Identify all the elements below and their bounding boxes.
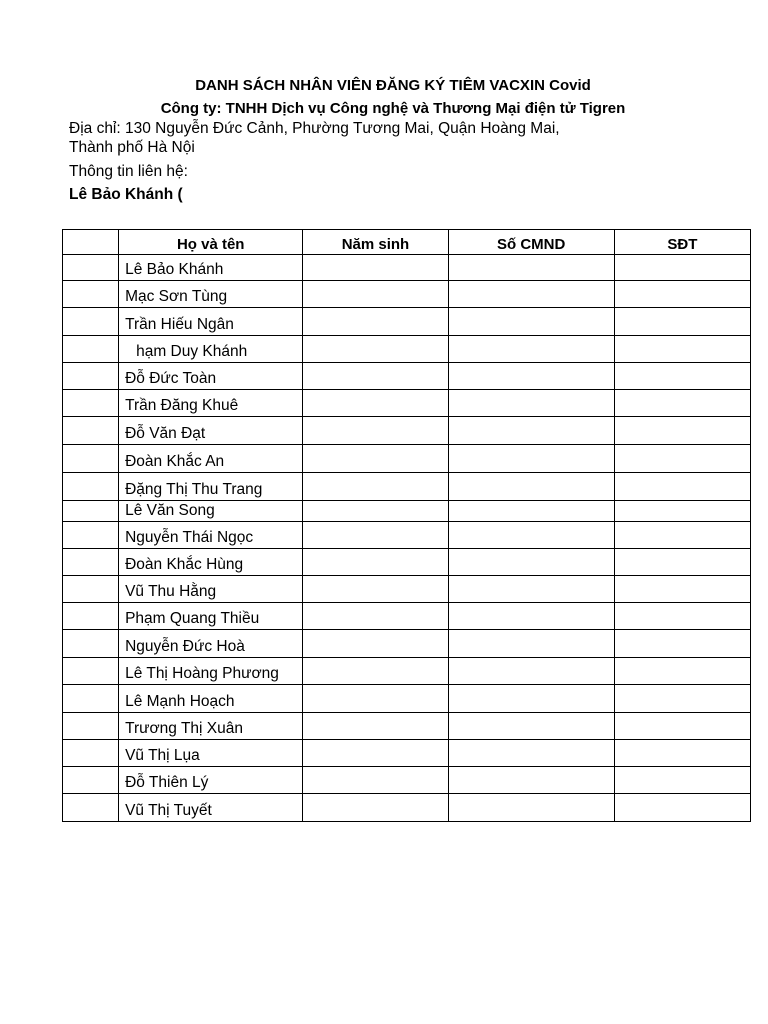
id-number-cell bbox=[448, 630, 614, 658]
birth-year-cell bbox=[303, 576, 448, 603]
phone-cell bbox=[614, 603, 750, 630]
table-row bbox=[63, 255, 751, 281]
table-row bbox=[63, 658, 751, 685]
table-row bbox=[63, 417, 751, 445]
index-cell bbox=[63, 308, 119, 336]
table-row bbox=[63, 473, 751, 501]
id-number-cell bbox=[448, 336, 614, 363]
id-number-cell bbox=[448, 522, 614, 549]
name-cell: Trương Thị Xuân bbox=[119, 713, 303, 740]
id-number-cell bbox=[448, 390, 614, 417]
name-cell: Lê Văn Song bbox=[119, 501, 303, 522]
birth-year-cell bbox=[303, 336, 448, 363]
index-cell bbox=[63, 767, 119, 794]
table-row bbox=[63, 308, 751, 336]
id-number-cell bbox=[448, 740, 614, 767]
name-cell: Lê Bảo Khánh bbox=[119, 255, 303, 281]
phone-cell bbox=[614, 740, 750, 767]
name-cell: Đặng Thị Thu Trang bbox=[119, 473, 303, 501]
name-cell: Phạm Quang Thiều bbox=[119, 603, 303, 630]
birth-year-cell bbox=[303, 363, 448, 390]
company-name: Công ty: TNHH Dịch vụ Công nghệ và Thương Mại điện tử Tigren bbox=[160, 100, 626, 117]
index-cell bbox=[63, 740, 119, 767]
table-row bbox=[63, 713, 751, 740]
phone-cell bbox=[614, 501, 750, 522]
name-cell: Lê Thị Hoàng Phương bbox=[119, 658, 303, 685]
id-number-cell bbox=[448, 363, 614, 390]
id-number-cell bbox=[448, 501, 614, 522]
id-number-cell bbox=[448, 767, 614, 794]
id-number-cell bbox=[448, 281, 614, 308]
name-cell: Lê Mạnh Hoạch bbox=[119, 685, 303, 713]
index-cell bbox=[63, 363, 119, 390]
table-row bbox=[63, 363, 751, 390]
phone-cell bbox=[614, 767, 750, 794]
table-row bbox=[63, 390, 751, 417]
birth-year-cell bbox=[303, 445, 448, 473]
birth-year-cell bbox=[303, 603, 448, 630]
phone-cell bbox=[614, 522, 750, 549]
column-header-index bbox=[63, 230, 119, 255]
name-cell: Trần Đăng Khuê bbox=[119, 390, 303, 417]
index-cell bbox=[63, 255, 119, 281]
table-row bbox=[63, 685, 751, 713]
id-number-cell bbox=[448, 473, 614, 501]
birth-year-cell bbox=[303, 390, 448, 417]
address-line-2: Thành phố Hà Nội bbox=[69, 139, 195, 156]
name-cell: Mạc Sơn Tùng bbox=[119, 281, 303, 308]
name-cell: Vũ Thị Tuyết bbox=[119, 794, 303, 822]
id-number-cell bbox=[448, 685, 614, 713]
index-cell bbox=[63, 630, 119, 658]
document-title: DANH SÁCH NHÂN VIÊN ĐĂNG KÝ TIÊM VACXIN Covid bbox=[195, 77, 591, 94]
phone-cell bbox=[614, 576, 750, 603]
index-cell bbox=[63, 281, 119, 308]
contact-person: Lê Bảo Khánh ( bbox=[69, 186, 183, 203]
birth-year-cell bbox=[303, 794, 448, 822]
name-cell: Đỗ Văn Đạt bbox=[119, 417, 303, 445]
table-row bbox=[63, 445, 751, 473]
phone-cell bbox=[614, 417, 750, 445]
index-cell bbox=[63, 336, 119, 363]
index-cell bbox=[63, 473, 119, 501]
column-header-phone: SĐT bbox=[614, 230, 750, 255]
table-row bbox=[63, 576, 751, 603]
birth-year-cell bbox=[303, 740, 448, 767]
table-row bbox=[63, 549, 751, 576]
phone-cell bbox=[614, 363, 750, 390]
address-line-1: Địa chỉ: 130 Nguyễn Đức Cảnh, Phường Tương Mai, Quận Hoàng Mai, bbox=[69, 120, 560, 137]
index-cell bbox=[63, 658, 119, 685]
birth-year-cell bbox=[303, 767, 448, 794]
phone-cell bbox=[614, 685, 750, 713]
table-row bbox=[63, 630, 751, 658]
employee-table bbox=[62, 229, 751, 822]
phone-cell bbox=[614, 308, 750, 336]
name-cell: Đỗ Thiên Lý bbox=[119, 767, 303, 794]
name-cell: Nguyễn Thái Ngọc bbox=[119, 522, 303, 549]
phone-cell bbox=[614, 630, 750, 658]
birth-year-cell bbox=[303, 473, 448, 501]
birth-year-cell bbox=[303, 501, 448, 522]
birth-year-cell bbox=[303, 713, 448, 740]
table-body bbox=[63, 255, 751, 822]
id-number-cell bbox=[448, 417, 614, 445]
name-cell: Vũ Thu Hằng bbox=[119, 576, 303, 603]
phone-cell bbox=[614, 445, 750, 473]
table-row bbox=[63, 501, 751, 522]
phone-cell bbox=[614, 794, 750, 822]
table-row bbox=[63, 522, 751, 549]
birth-year-cell bbox=[303, 255, 448, 281]
birth-year-cell bbox=[303, 308, 448, 336]
name-cell: Đoàn Khắc Hùng bbox=[119, 549, 303, 576]
phone-cell bbox=[614, 255, 750, 281]
index-cell bbox=[63, 685, 119, 713]
name-cell: Nguyễn Đức Hoà bbox=[119, 630, 303, 658]
column-header-id-number: Số CMND bbox=[448, 230, 614, 255]
id-number-cell bbox=[448, 445, 614, 473]
index-cell bbox=[63, 794, 119, 822]
table-row bbox=[63, 281, 751, 308]
index-cell bbox=[63, 417, 119, 445]
table-header-row bbox=[63, 230, 751, 255]
id-number-cell bbox=[448, 576, 614, 603]
table-row bbox=[63, 767, 751, 794]
id-number-cell bbox=[448, 549, 614, 576]
table-row bbox=[63, 794, 751, 822]
phone-cell bbox=[614, 658, 750, 685]
birth-year-cell bbox=[303, 685, 448, 713]
column-header-birth-year: Năm sinh bbox=[303, 230, 448, 255]
index-cell bbox=[63, 501, 119, 522]
id-number-cell bbox=[448, 794, 614, 822]
phone-cell bbox=[614, 281, 750, 308]
table-row bbox=[63, 336, 751, 363]
phone-cell bbox=[614, 549, 750, 576]
table-row bbox=[63, 603, 751, 630]
index-cell bbox=[63, 390, 119, 417]
index-cell bbox=[63, 576, 119, 603]
name-cell: Đỗ Đức Toàn bbox=[119, 363, 303, 390]
birth-year-cell bbox=[303, 522, 448, 549]
column-header-name: Họ và tên bbox=[119, 230, 303, 255]
phone-cell bbox=[614, 713, 750, 740]
id-number-cell bbox=[448, 255, 614, 281]
id-number-cell bbox=[448, 603, 614, 630]
birth-year-cell bbox=[303, 281, 448, 308]
birth-year-cell bbox=[303, 417, 448, 445]
name-cell: Đoàn Khắc An bbox=[119, 445, 303, 473]
phone-cell bbox=[614, 336, 750, 363]
index-cell bbox=[63, 522, 119, 549]
id-number-cell bbox=[448, 308, 614, 336]
phone-cell bbox=[614, 473, 750, 501]
birth-year-cell bbox=[303, 630, 448, 658]
birth-year-cell bbox=[303, 658, 448, 685]
index-cell bbox=[63, 445, 119, 473]
name-cell: hạm Duy Khánh bbox=[119, 336, 303, 363]
name-cell: Trần Hiếu Ngân bbox=[119, 308, 303, 336]
contact-label: Thông tin liên hệ: bbox=[69, 163, 188, 180]
id-number-cell bbox=[448, 713, 614, 740]
index-cell bbox=[63, 603, 119, 630]
birth-year-cell bbox=[303, 549, 448, 576]
name-cell: Vũ Thị Lụa bbox=[119, 740, 303, 767]
table-row bbox=[63, 740, 751, 767]
id-number-cell bbox=[448, 658, 614, 685]
index-cell bbox=[63, 549, 119, 576]
index-cell bbox=[63, 713, 119, 740]
phone-cell bbox=[614, 390, 750, 417]
